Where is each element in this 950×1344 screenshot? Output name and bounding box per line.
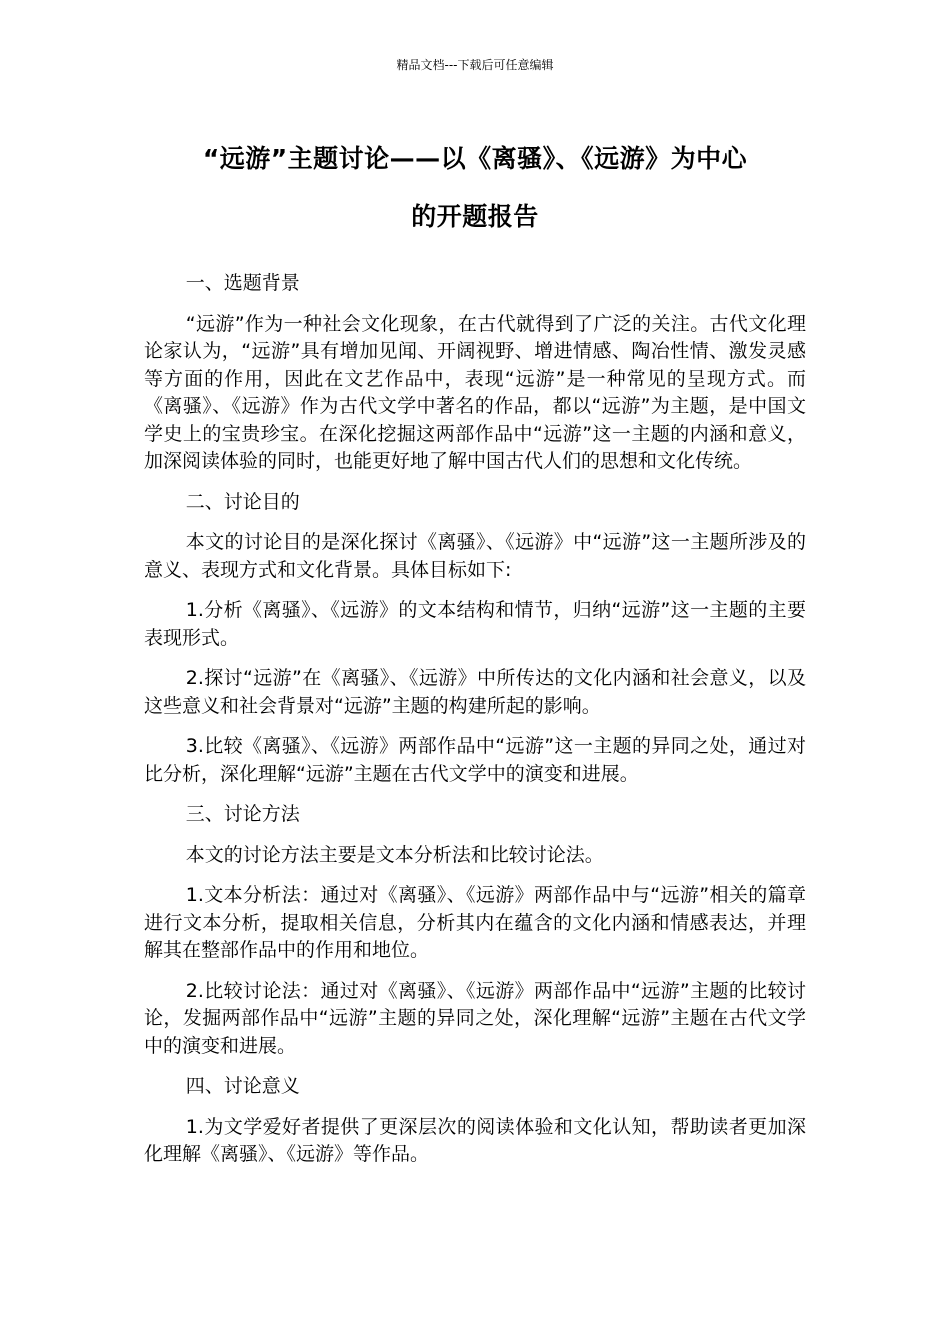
- paragraph: 本文的讨论方法主要是文本分析法和比较讨论法。: [185, 843, 604, 866]
- paragraph: “远游”作为一种社会文化现象，在古代就得到了广泛的关注。古代文化理论家认为，“远游”具有增加见闻、开阔视野、增进情感、陶冶性情、激发灵感等方面的作用，因此在文艺作品中，表现“远游”是一种常见的呈现方式。而《离骚》、《远游》作为古代文学中著名的作品，都以“远游”为主题，是中国文学史上的宝贵珍宝。在深化挖掘这两部作品中“远游”这一主题的内涵和意义，加深阅读体验的同时，也能更好地了解中国古代人们的思想和文化传统。: [144, 312, 806, 472]
- list-item: 1.分析《离骚》、《远游》的文本结构和情节，归纳“远游”这一主题的主要表现形式。: [144, 599, 806, 649]
- list-item: 3.比较《离骚》、《远游》两部作品中“远游”这一主题的异同之处，通过对比分析，深化理解“远游”主题在古代文学中的演变和进展。: [144, 735, 806, 785]
- title-line-2: 的开题报告: [411, 202, 539, 231]
- title-line-1: “远游”主题讨论——以《离骚》、《远游》为中心: [202, 144, 748, 173]
- list-item: 2.探讨“远游”在《离骚》、《远游》中所传达的文化内涵和社会意义，以及这些意义和社会背景对“远游”主题的构建所起的影响。: [144, 667, 806, 717]
- section-heading-method: 三、讨论方法: [185, 803, 300, 825]
- section-heading-purpose: 二、讨论目的: [185, 490, 300, 513]
- document-body: [144, 270, 806, 1182]
- list-item: 1.为文学爱好者提供了更深层次的阅读体验和文化认知，帮助读者更加深化理解《离骚》、《远游》等作品。: [144, 1115, 806, 1165]
- header-note: 精品文档---下载后可任意编辑: [396, 58, 554, 72]
- list-item: 1.文本分析法：通过对《离骚》、《远游》两部作品中与“远游”相关的篇章进行文本分析，提取相关信息，分析其内在蕴含的文化内涵和情感表达，并理解其在整部作品中的作用和地位。: [144, 884, 806, 961]
- list-item: 2.比较讨论法：通过对《离骚》、《远游》两部作品中“远游”主题的比较讨论，发掘两部作品中“远游”主题的异同之处，深化理解“远游”主题在古代文学中的演变和进展。: [144, 979, 806, 1057]
- paragraph: 本文的讨论目的是深化探讨《离骚》、《远游》中“远游”这一主题所涉及的意义、表现方式和文化背景。具体目标如下:: [144, 531, 806, 581]
- section-heading-significance: 四、讨论意义: [185, 1075, 300, 1097]
- section-heading-background: 一、选题背景: [185, 272, 300, 294]
- document-title: [120, 130, 830, 246]
